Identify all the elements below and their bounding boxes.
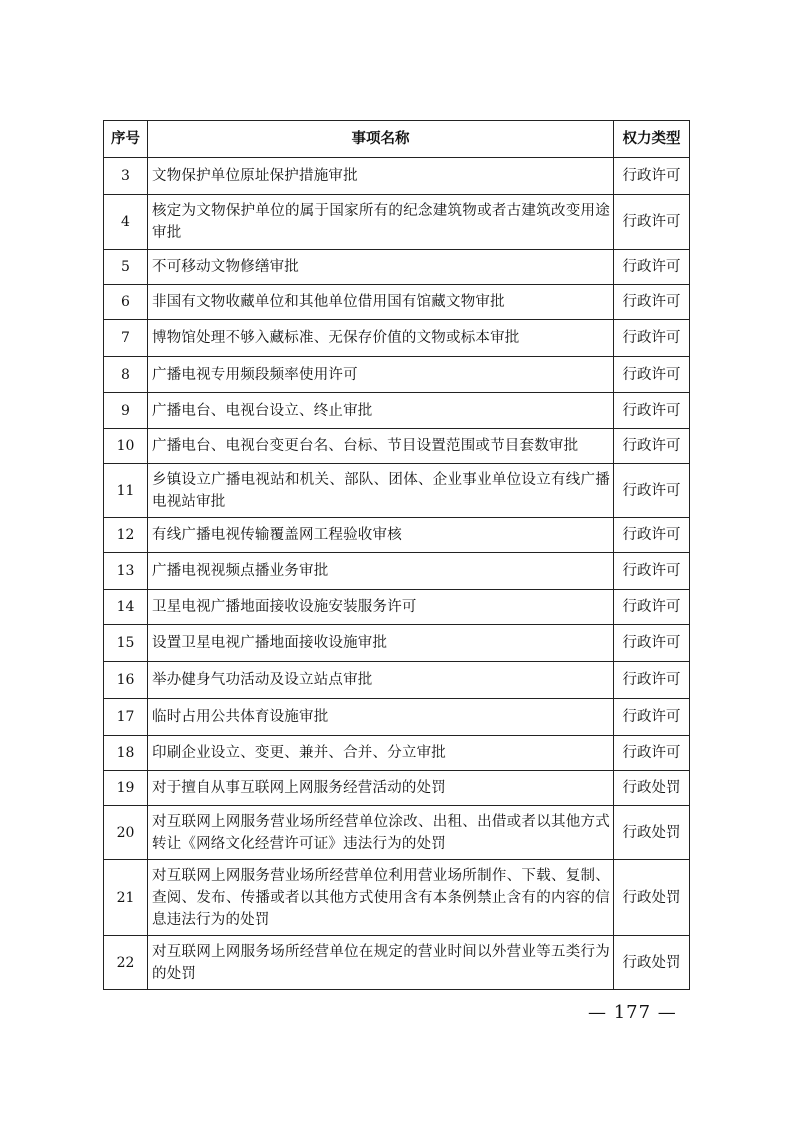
table-row <box>104 699 690 736</box>
table-body <box>104 158 690 990</box>
cell-name: 临时占用公共体育设施审批 <box>148 699 614 736</box>
cell-name: 广播电视专用频段频率使用许可 <box>148 357 614 393</box>
table-row <box>104 285 690 320</box>
cell-type: 行政许可 <box>614 320 690 357</box>
header-name: 事项名称 <box>148 121 614 158</box>
cell-no: 12 <box>104 518 148 553</box>
cell-no: 5 <box>104 250 148 285</box>
cell-name: 乡镇设立广播电视站和机关、部队、团体、企业事业单位设立有线广播电视站审批 <box>148 464 614 518</box>
table-header-row <box>104 121 690 158</box>
cell-no: 4 <box>104 195 148 250</box>
header-type: 权力类型 <box>614 121 690 158</box>
table-row <box>104 158 690 195</box>
table-row <box>104 195 690 250</box>
table-row <box>104 357 690 393</box>
cell-no: 20 <box>104 806 148 860</box>
cell-type: 行政许可 <box>614 393 690 429</box>
cell-no: 6 <box>104 285 148 320</box>
cell-no: 16 <box>104 662 148 699</box>
cell-type: 行政许可 <box>614 518 690 553</box>
cell-name: 博物馆处理不够入藏标准、无保存价值的文物或标本审批 <box>148 320 614 357</box>
cell-type: 行政许可 <box>614 429 690 464</box>
table-row <box>104 250 690 285</box>
cell-type: 行政许可 <box>614 357 690 393</box>
cell-type: 行政处罚 <box>614 806 690 860</box>
cell-name: 非国有文物收藏单位和其他单位借用国有馆藏文物审批 <box>148 285 614 320</box>
cell-no: 19 <box>104 771 148 806</box>
cell-name: 举办健身气功活动及设立站点审批 <box>148 662 614 699</box>
header-no: 序号 <box>104 121 148 158</box>
table-row <box>104 662 690 699</box>
table-row <box>104 625 690 662</box>
cell-type: 行政许可 <box>614 736 690 771</box>
cell-name: 文物保护单位原址保护措施审批 <box>148 158 614 195</box>
cell-no: 8 <box>104 357 148 393</box>
cell-name: 不可移动文物修缮审批 <box>148 250 614 285</box>
cell-type: 行政处罚 <box>614 771 690 806</box>
cell-name: 有线广播电视传输覆盖网工程验收审核 <box>148 518 614 553</box>
cell-no: 9 <box>104 393 148 429</box>
cell-type: 行政许可 <box>614 625 690 662</box>
table-row <box>104 429 690 464</box>
cell-no: 13 <box>104 553 148 590</box>
page-number: — 177 — <box>588 1002 677 1023</box>
cell-no: 21 <box>104 860 148 936</box>
table-row <box>104 553 690 590</box>
cell-no: 10 <box>104 429 148 464</box>
power-list-table <box>103 120 690 990</box>
cell-no: 22 <box>104 936 148 990</box>
cell-name: 卫星电视广播地面接收设施安装服务许可 <box>148 590 614 625</box>
cell-name: 设置卫星电视广播地面接收设施审批 <box>148 625 614 662</box>
table-row <box>104 590 690 625</box>
table-row <box>104 393 690 429</box>
cell-name: 广播电视视频点播业务审批 <box>148 553 614 590</box>
cell-name: 对互联网上网服务营业场所经营单位利用营业场所制作、下载、复制、查阅、发布、传播或者以其他方式使用含有本条例禁止含有的内容的信息违法行为的处罚 <box>148 860 614 936</box>
cell-no: 7 <box>104 320 148 357</box>
cell-no: 14 <box>104 590 148 625</box>
table-row <box>104 771 690 806</box>
cell-type: 行政许可 <box>614 590 690 625</box>
cell-no: 11 <box>104 464 148 518</box>
cell-name: 对于擅自从事互联网上网服务经营活动的处罚 <box>148 771 614 806</box>
cell-name: 核定为文物保护单位的属于国家所有的纪念建筑物或者古建筑改变用途审批 <box>148 195 614 250</box>
cell-type: 行政许可 <box>614 553 690 590</box>
cell-type: 行政许可 <box>614 158 690 195</box>
cell-no: 18 <box>104 736 148 771</box>
cell-type: 行政处罚 <box>614 860 690 936</box>
cell-name: 广播电台、电视台变更台名、台标、节目设置范围或节目套数审批 <box>148 429 614 464</box>
cell-type: 行政处罚 <box>614 936 690 990</box>
cell-name: 对互联网上网服务营业场所经营单位涂改、出租、出借或者以其他方式转让《网络文化经营许可证》违法行为的处罚 <box>148 806 614 860</box>
cell-no: 17 <box>104 699 148 736</box>
cell-type: 行政许可 <box>614 464 690 518</box>
table-row <box>104 736 690 771</box>
cell-type: 行政许可 <box>614 285 690 320</box>
cell-type: 行政许可 <box>614 250 690 285</box>
table-row <box>104 806 690 860</box>
cell-type: 行政许可 <box>614 195 690 250</box>
cell-no: 3 <box>104 158 148 195</box>
cell-no: 15 <box>104 625 148 662</box>
table-row <box>104 518 690 553</box>
table-row <box>104 936 690 990</box>
table-row <box>104 320 690 357</box>
cell-type: 行政许可 <box>614 699 690 736</box>
table-row <box>104 464 690 518</box>
table-row <box>104 860 690 936</box>
cell-type: 行政许可 <box>614 662 690 699</box>
cell-name: 对互联网上网服务场所经营单位在规定的营业时间以外营业等五类行为的处罚 <box>148 936 614 990</box>
cell-name: 印刷企业设立、变更、兼并、合并、分立审批 <box>148 736 614 771</box>
cell-name: 广播电台、电视台设立、终止审批 <box>148 393 614 429</box>
